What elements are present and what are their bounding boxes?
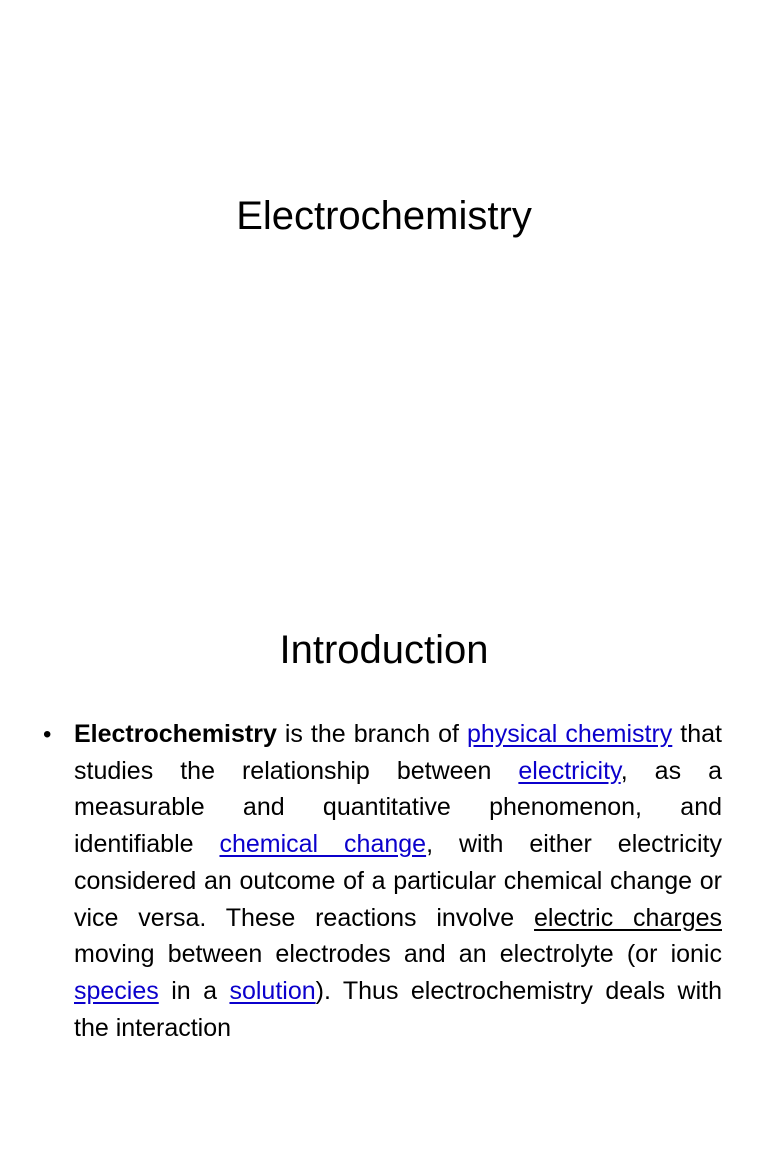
physical-chemistry-link[interactable]: physical chemistry [467, 720, 673, 748]
introduction-slide [0, 576, 768, 1152]
text-segment: moving between electrodes and an electrolyte (or ionic [74, 940, 722, 969]
electric-charges-underlined: electric charges [534, 903, 722, 932]
text-segment: , as a measurable and quantitative phenomenon, and identifiable [74, 756, 722, 859]
solution-link[interactable]: solution [229, 976, 316, 1005]
chemical-change-link[interactable]: chemical change [219, 830, 427, 859]
bullet-list [40, 716, 722, 1046]
species-link[interactable]: species [74, 976, 159, 1005]
text-segment: , with either electricity considered an outcome of a particular chemical change or vice versa. These reactions involve [74, 830, 722, 932]
text-segment: is the branch of [276, 720, 467, 748]
term-electrochemistry: Electrochemistry [74, 720, 277, 748]
slide-title: Electrochemistry [236, 194, 532, 238]
text-segment: that studies the relationship between [74, 720, 722, 785]
bullet-paragraph [74, 716, 722, 1046]
text-segment: in a [158, 976, 230, 1005]
text-segment: ). Thus electrochemistry deals with the interaction [74, 976, 722, 1042]
bullet-marker: • [43, 721, 52, 748]
electricity-link[interactable]: electricity [518, 756, 621, 785]
slide-title: Introduction [279, 628, 489, 672]
